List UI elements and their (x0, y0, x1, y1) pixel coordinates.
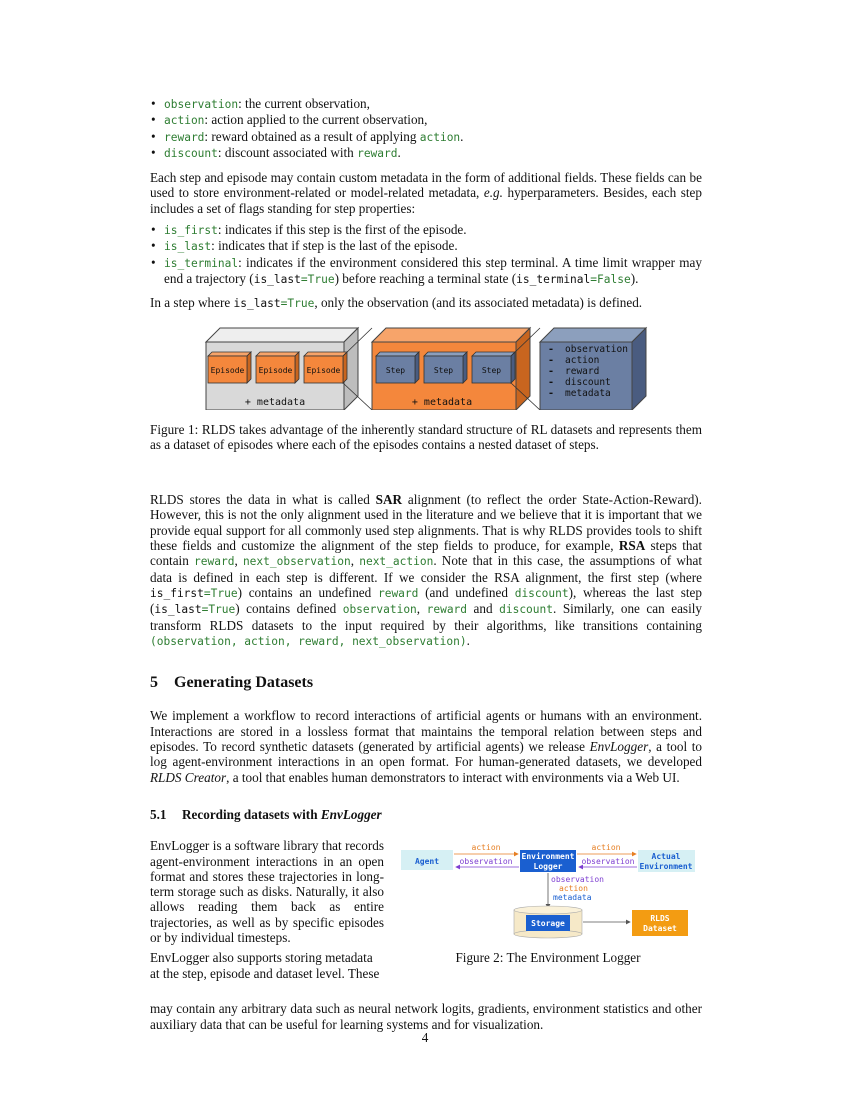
action-label: action (591, 843, 621, 853)
episode-label: Episode (258, 365, 293, 375)
storage-cylinder (514, 906, 582, 938)
rlds-dataset-label: RLDS (650, 914, 670, 924)
episodes-box-top (206, 328, 358, 342)
section-heading: 5 Generating Datasets (150, 674, 314, 692)
steps-box-side (516, 328, 530, 410)
list-item: • discount: discount associated with reward. (150, 145, 702, 161)
fields-box-top (540, 328, 646, 342)
figure-1-diagram (150, 324, 702, 410)
stored-metadata-label: metadata (553, 893, 592, 903)
paragraph-workflow: We implement a workflow to record interactions of artificial agents or humans with an environment. Interactions are stored in a lossless format that maintains the temporal relation between steps and episodes. To record synthetic datasets (generated by artificial agents) we release EnvLogger, a tool to log agent-environment interactions in an open format. For human-generated datasets, we developed RLDS Creator, a tool that enables human demonstrators to interact with environments via a Web UI. (150, 708, 702, 785)
list-item: • reward: reward obtained as a result of applying action. (150, 129, 702, 145)
figure-1-caption: Figure 1: RLDS takes advantage of the inherently standard structure of RL datasets and represents them as a dataset of episodes where each of the episodes contains a nested dataset of steps. (150, 421, 702, 452)
field-label: reward (565, 365, 600, 377)
paragraph-envlogger: EnvLogger is a software library that records agent-environment interactions in an open format and stores these trajectories in long-term storage such as disks. Naturally, it also allows reading them back as entire trajectories, as well as by specific episodes or by individual timesteps. (150, 838, 384, 945)
step-cube (424, 352, 467, 383)
actual-environment-label: Environment (639, 862, 693, 872)
episodes-metadata-label: + metadata (244, 396, 306, 408)
paragraph-is-last: In a step where is_last=True, only the observation (and its associated metadata) is defined. (150, 295, 643, 311)
observation-label: observation (581, 857, 635, 867)
episode-cube (256, 352, 299, 383)
figure-2-diagram (398, 840, 698, 940)
step-fields-list (150, 96, 702, 161)
episode-cube (208, 352, 251, 383)
step-label: Step (385, 365, 406, 375)
step-cube (472, 352, 515, 383)
episode-cube (304, 352, 347, 383)
rlds-dataset-label: Dataset (643, 924, 677, 934)
list-item: • is_terminal: indicates if the environment considered this step terminal. A time limit wrapper may end a trajectory (is_last=True) before reaching a terminal state (is_terminal=False). (150, 255, 702, 288)
steps-metadata-label: + metadata (411, 396, 473, 408)
episode-label: Episode (210, 365, 245, 375)
field-bullet: - (548, 387, 555, 399)
page-number: 4 (421, 1030, 429, 1045)
figure-2-caption: Figure 2: The Environment Logger (455, 950, 641, 966)
field-bullet: - (548, 343, 555, 355)
fields-box-side (632, 328, 646, 410)
field-bullet: - (548, 376, 555, 388)
episode-cube (150, 324, 208, 410)
flags-list (150, 222, 702, 287)
observation-label: observation (459, 857, 513, 867)
field-label: discount (565, 376, 611, 388)
step-label: Step (481, 365, 502, 375)
field-bullet: - (548, 365, 555, 377)
paragraph-sar: RLDS stores the data in what is called SAR alignment (to reflect the order State-Action-Reward). However, this is not the only alignment used in the literature and we believe that it is important that we provide equal support for all commonly used step alignments. That is why RLDS provides tools to shift these fields and customize the alignment of the step fields to produce, for example, RSA steps that contain reward, next_observation, next_action. Note that in this case, the assumptions of what data is defined in each step is different. If we consider the RSA alignment, the first step (where is_first=True) contains an undefined reward (and undefined discount), whereas the last step (is_last=True) contains defined observation, reward and discount. Similarly, one can easily transform RLDS datasets to the input required by their algorithms, like transitions containing (observation, action, reward, next_observation). (150, 492, 703, 648)
figure-1 (150, 324, 702, 410)
episode-label: Episode (306, 365, 341, 375)
field-bullet: - (548, 354, 555, 366)
storage-label: Storage (531, 919, 565, 929)
stored-observation-label: observation (551, 875, 604, 885)
page-body (150, 96, 702, 1032)
environment-logger-label: Environment (521, 852, 575, 862)
paragraph-envlogger-metadata-end: may contain any arbitrary data such as neural network logits, gradients, environment statistics and other auxiliary data that can be useful for learning systems and for visualization. (150, 1001, 702, 1032)
paragraph-metadata: Each step and episode may contain custom metadata in the form of additional fields. These fields can be used to store environment-related or model-related metadata, e.g. hyperparameters. Besides, each step includes a set of flags standing for step properties: (150, 170, 702, 216)
steps-box-top (372, 328, 530, 342)
paragraph-envlogger-metadata-start: EnvLogger also supports storing metadata at the step, episode and dataset level. These (150, 950, 380, 981)
subsection-heading: 5.1 Recording datasets with EnvLogger (150, 806, 382, 822)
action-label: action (471, 843, 501, 853)
field-label: metadata (565, 387, 611, 399)
step-label: Step (433, 365, 454, 375)
step-cube (376, 352, 419, 383)
agent-label: Agent (414, 857, 440, 867)
envlogger-block (150, 838, 702, 1001)
list-item: • is_last: indicates that if step is the last of the episode. (150, 238, 702, 254)
stored-action-label: action (559, 884, 588, 894)
list-item: • observation: the current observation, (150, 96, 702, 112)
environment-logger-label: Logger (533, 862, 563, 872)
list-item: • is_first: indicates if this step is the first of the episode. (150, 222, 702, 238)
field-label: action (565, 354, 600, 366)
field-label: observation (565, 343, 628, 355)
actual-environment-label: Actual (651, 852, 681, 862)
list-item: • action: action applied to the current observation, (150, 112, 702, 128)
